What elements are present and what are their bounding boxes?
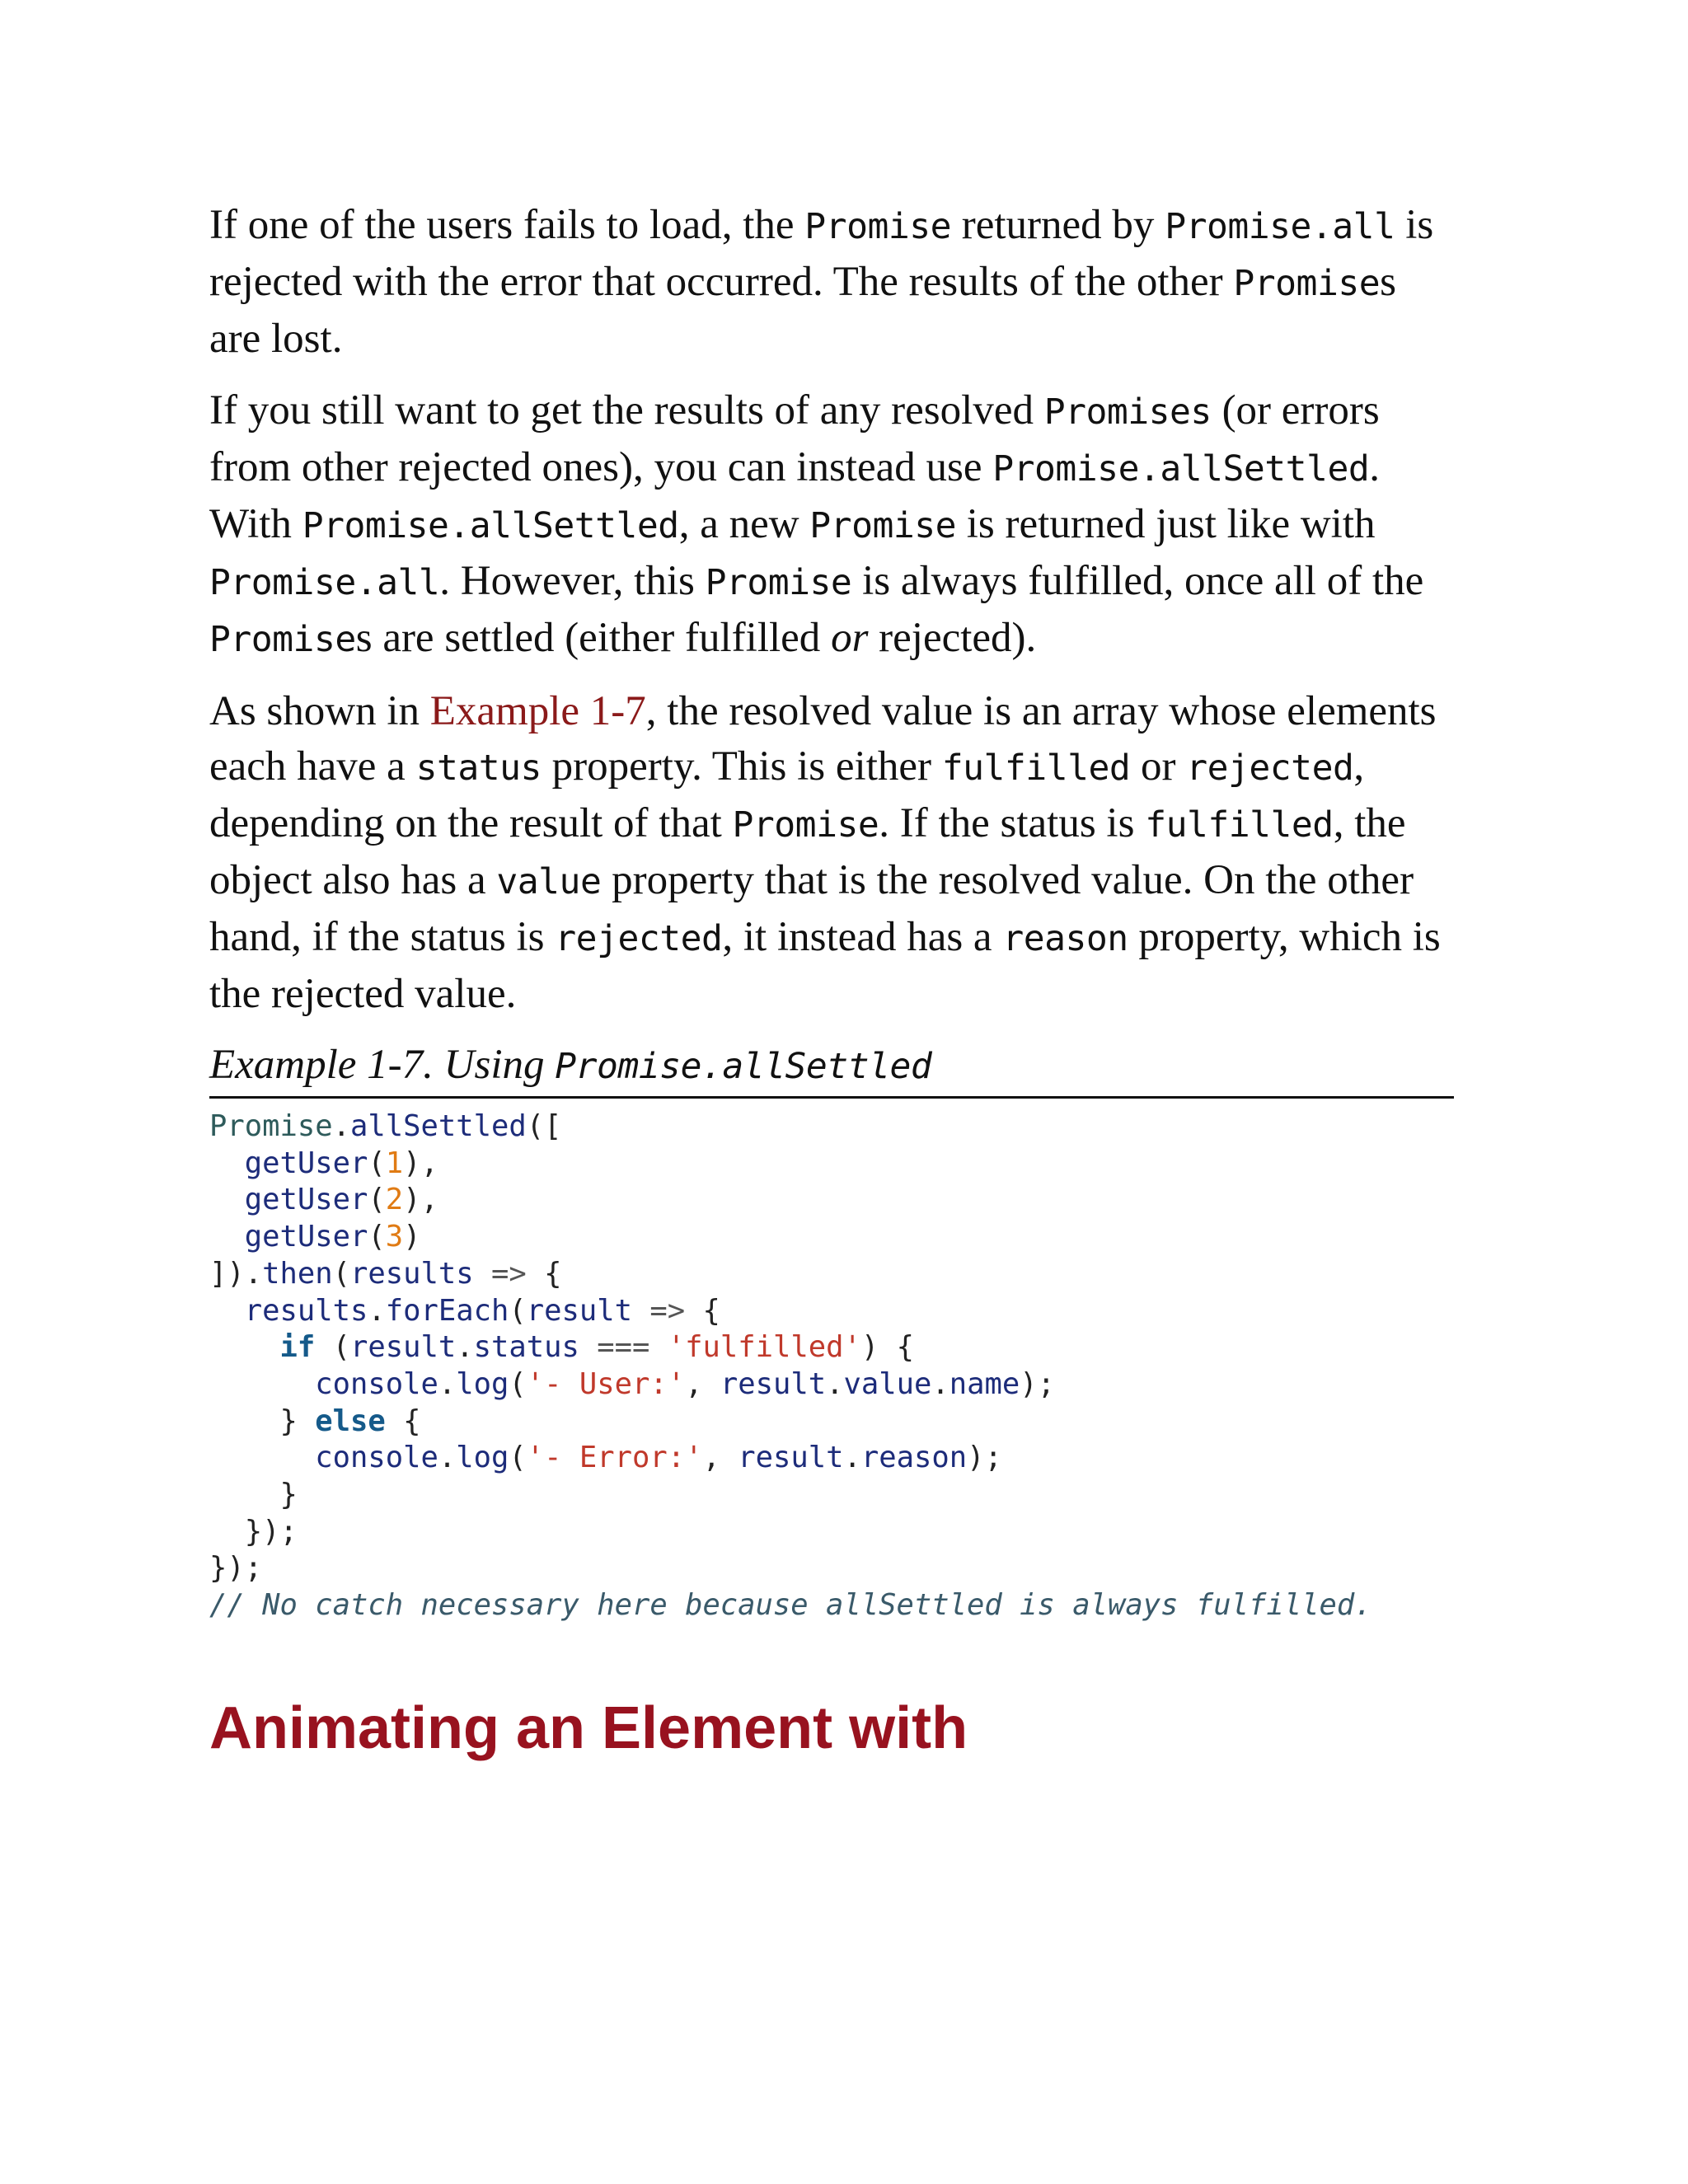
code-token: ) [403, 1220, 421, 1254]
code-indent [209, 1146, 245, 1180]
text: , it instead has a [722, 914, 1003, 960]
code-token: then [262, 1256, 333, 1291]
code-token: getUser [244, 1146, 368, 1180]
code-listing [209, 1108, 1454, 1624]
text: property. This is either [541, 743, 942, 790]
code-token: status [473, 1330, 579, 1365]
code-token: reason [860, 1441, 968, 1475]
code-token: ( [368, 1183, 386, 1217]
code-token: getUser [244, 1183, 368, 1217]
code-token: results [350, 1256, 474, 1291]
code-indent [209, 1330, 280, 1364]
inline-code: status [415, 748, 542, 789]
code-token: results [244, 1293, 368, 1328]
code-token: 3 [385, 1220, 404, 1254]
section-heading: Animating an Element with [209, 1694, 968, 1761]
example-caption [209, 1038, 1454, 1099]
paragraph-resolved-value [209, 684, 1454, 1022]
code-token: else [315, 1404, 386, 1438]
code-token: allSettled [350, 1109, 527, 1143]
code-line [209, 1588, 1372, 1622]
code-token: ( [315, 1330, 350, 1365]
inline-code: Promises [1043, 391, 1212, 433]
text: . With [209, 444, 1380, 547]
code-token: . [332, 1109, 350, 1143]
caption-text: Example 1-7. Using [209, 1042, 556, 1088]
code-indent [209, 1404, 280, 1438]
text: property, which is the rejected value. [209, 914, 1441, 1017]
code-line [209, 1109, 561, 1143]
code-token: result [526, 1293, 632, 1328]
inline-code: rejected [555, 918, 723, 959]
inline-code: rejected [1186, 748, 1354, 789]
text: is rejected with the error that occurred. The results of the other [209, 202, 1434, 305]
inline-code: Promise.all [1165, 206, 1395, 247]
inline-code: Promise [705, 562, 852, 603]
code-line [209, 1257, 562, 1291]
code-token: value [843, 1366, 932, 1401]
code-token: ), [403, 1183, 438, 1217]
code-line [209, 1183, 438, 1216]
code-token: => [473, 1256, 545, 1291]
code-token: ( [332, 1256, 350, 1291]
code-token: ); [967, 1441, 1002, 1475]
code-token: }); [209, 1551, 263, 1586]
code-token: ( [509, 1366, 527, 1401]
code-line [209, 1404, 421, 1438]
paragraph-promise-all-rejection [209, 198, 1454, 367]
code-token: ( [368, 1220, 386, 1254]
code-token: 'fulfilled' [667, 1330, 861, 1365]
text: (or errors from other rejected ones), you can instead use [209, 387, 1380, 490]
code-indent [209, 1294, 245, 1328]
code-token: . [438, 1441, 457, 1475]
code-token: result [720, 1366, 827, 1401]
text: s are lost. [209, 259, 1396, 362]
code-token: => [632, 1293, 703, 1328]
code-token: ); [1020, 1366, 1055, 1401]
text: , depending on the result of that [209, 743, 1365, 846]
code-token: result [350, 1330, 457, 1365]
code-token: . [368, 1293, 386, 1328]
code-line [209, 1220, 421, 1254]
code-line [209, 1515, 298, 1549]
code-token: . [244, 1256, 263, 1291]
code-token: ( [368, 1146, 386, 1180]
caption-code: Promise.allSettled [555, 1046, 932, 1087]
code-token: { [385, 1404, 421, 1438]
code-line [209, 1294, 720, 1328]
code-indent [209, 1220, 245, 1254]
text: is always fulfilled, once all of the [851, 558, 1424, 604]
code-comment: // No catch necessary here because allSettled is always fulfilled. [209, 1588, 1372, 1623]
code-line [209, 1478, 298, 1511]
text: . If the status is [879, 800, 1146, 846]
code-token: . [826, 1366, 844, 1401]
code-token: ( [509, 1293, 527, 1328]
code-token: name [949, 1366, 1020, 1401]
code-indent [209, 1478, 280, 1511]
code-token: }); [244, 1514, 298, 1549]
code-token: . [843, 1441, 861, 1475]
text: s are settled (either fulfilled [355, 615, 832, 661]
code-line [209, 1146, 438, 1180]
inline-code: Promise.all [209, 562, 440, 603]
code-token: log [456, 1441, 509, 1475]
code-token: === [579, 1330, 668, 1365]
example-cross-reference-link[interactable]: Example 1-7 [429, 688, 646, 734]
book-page [209, 198, 1454, 1763]
inline-code: value [496, 861, 602, 902]
inline-code: Promise [809, 505, 957, 546]
code-token: '- User:' [526, 1366, 686, 1401]
text: If you still want to get the results of any resolved [209, 387, 1044, 434]
code-indent [209, 1183, 245, 1216]
code-indent [209, 1441, 315, 1474]
code-line [209, 1551, 262, 1585]
code-token: ) { [860, 1330, 914, 1365]
code-token: log [456, 1366, 509, 1401]
text: rejected). [868, 615, 1037, 661]
code-token: result [738, 1441, 844, 1475]
code-token: { [702, 1293, 720, 1328]
code-indent [209, 1515, 245, 1549]
inline-code: Promise [1233, 263, 1381, 304]
inline-code: Promise.allSettled [302, 505, 679, 546]
inline-code: Promise.allSettled [992, 448, 1370, 490]
text: is returned just like with [956, 501, 1376, 547]
text: property that is the resolved value. On the other hand, if the status is [209, 857, 1414, 960]
code-token: { [544, 1256, 562, 1291]
code-token: ]) [209, 1256, 245, 1291]
code-token: , [702, 1441, 738, 1475]
code-token: '- Error:' [526, 1441, 703, 1475]
inline-code: Promise [209, 619, 356, 660]
code-line [209, 1330, 914, 1364]
code-token: ), [403, 1146, 438, 1180]
code-token: ([ [526, 1109, 562, 1143]
code-token: if [279, 1330, 316, 1365]
text: returned by [951, 202, 1165, 248]
code-indent [209, 1367, 315, 1401]
code-token: . [931, 1366, 950, 1401]
code-token: 1 [385, 1146, 404, 1180]
code-token: console [315, 1441, 438, 1475]
inline-code: Promise [804, 206, 952, 247]
text: . However, this [439, 558, 706, 604]
inline-code: fulfilled [1145, 804, 1334, 846]
text: , the resolved value is an array whose elements each have a [209, 688, 1437, 790]
code-line [209, 1367, 1055, 1401]
code-token: console [315, 1366, 438, 1401]
code-token: } [279, 1404, 316, 1438]
text: , the object also has a [209, 800, 1406, 903]
paragraph-all-settled-intro [209, 383, 1454, 668]
code-token: } [279, 1478, 298, 1512]
text: or [1130, 743, 1187, 790]
code-token: Promise [209, 1109, 333, 1143]
code-token: , [685, 1366, 720, 1401]
code-token: forEach [385, 1293, 509, 1328]
code-token: 2 [385, 1183, 404, 1217]
code-token: . [438, 1366, 457, 1401]
text: , a new [678, 501, 810, 547]
code-token: ( [509, 1441, 527, 1475]
code-token: . [456, 1330, 474, 1365]
inline-code: Promise [732, 804, 879, 846]
inline-code: reason [1002, 918, 1128, 959]
text: If one of the users fails to load, the [209, 202, 805, 248]
text: As shown in [209, 688, 430, 734]
inline-code: fulfilled [941, 748, 1131, 789]
emphasis: or [831, 615, 869, 661]
code-token: getUser [244, 1220, 368, 1254]
code-line [209, 1441, 1002, 1474]
